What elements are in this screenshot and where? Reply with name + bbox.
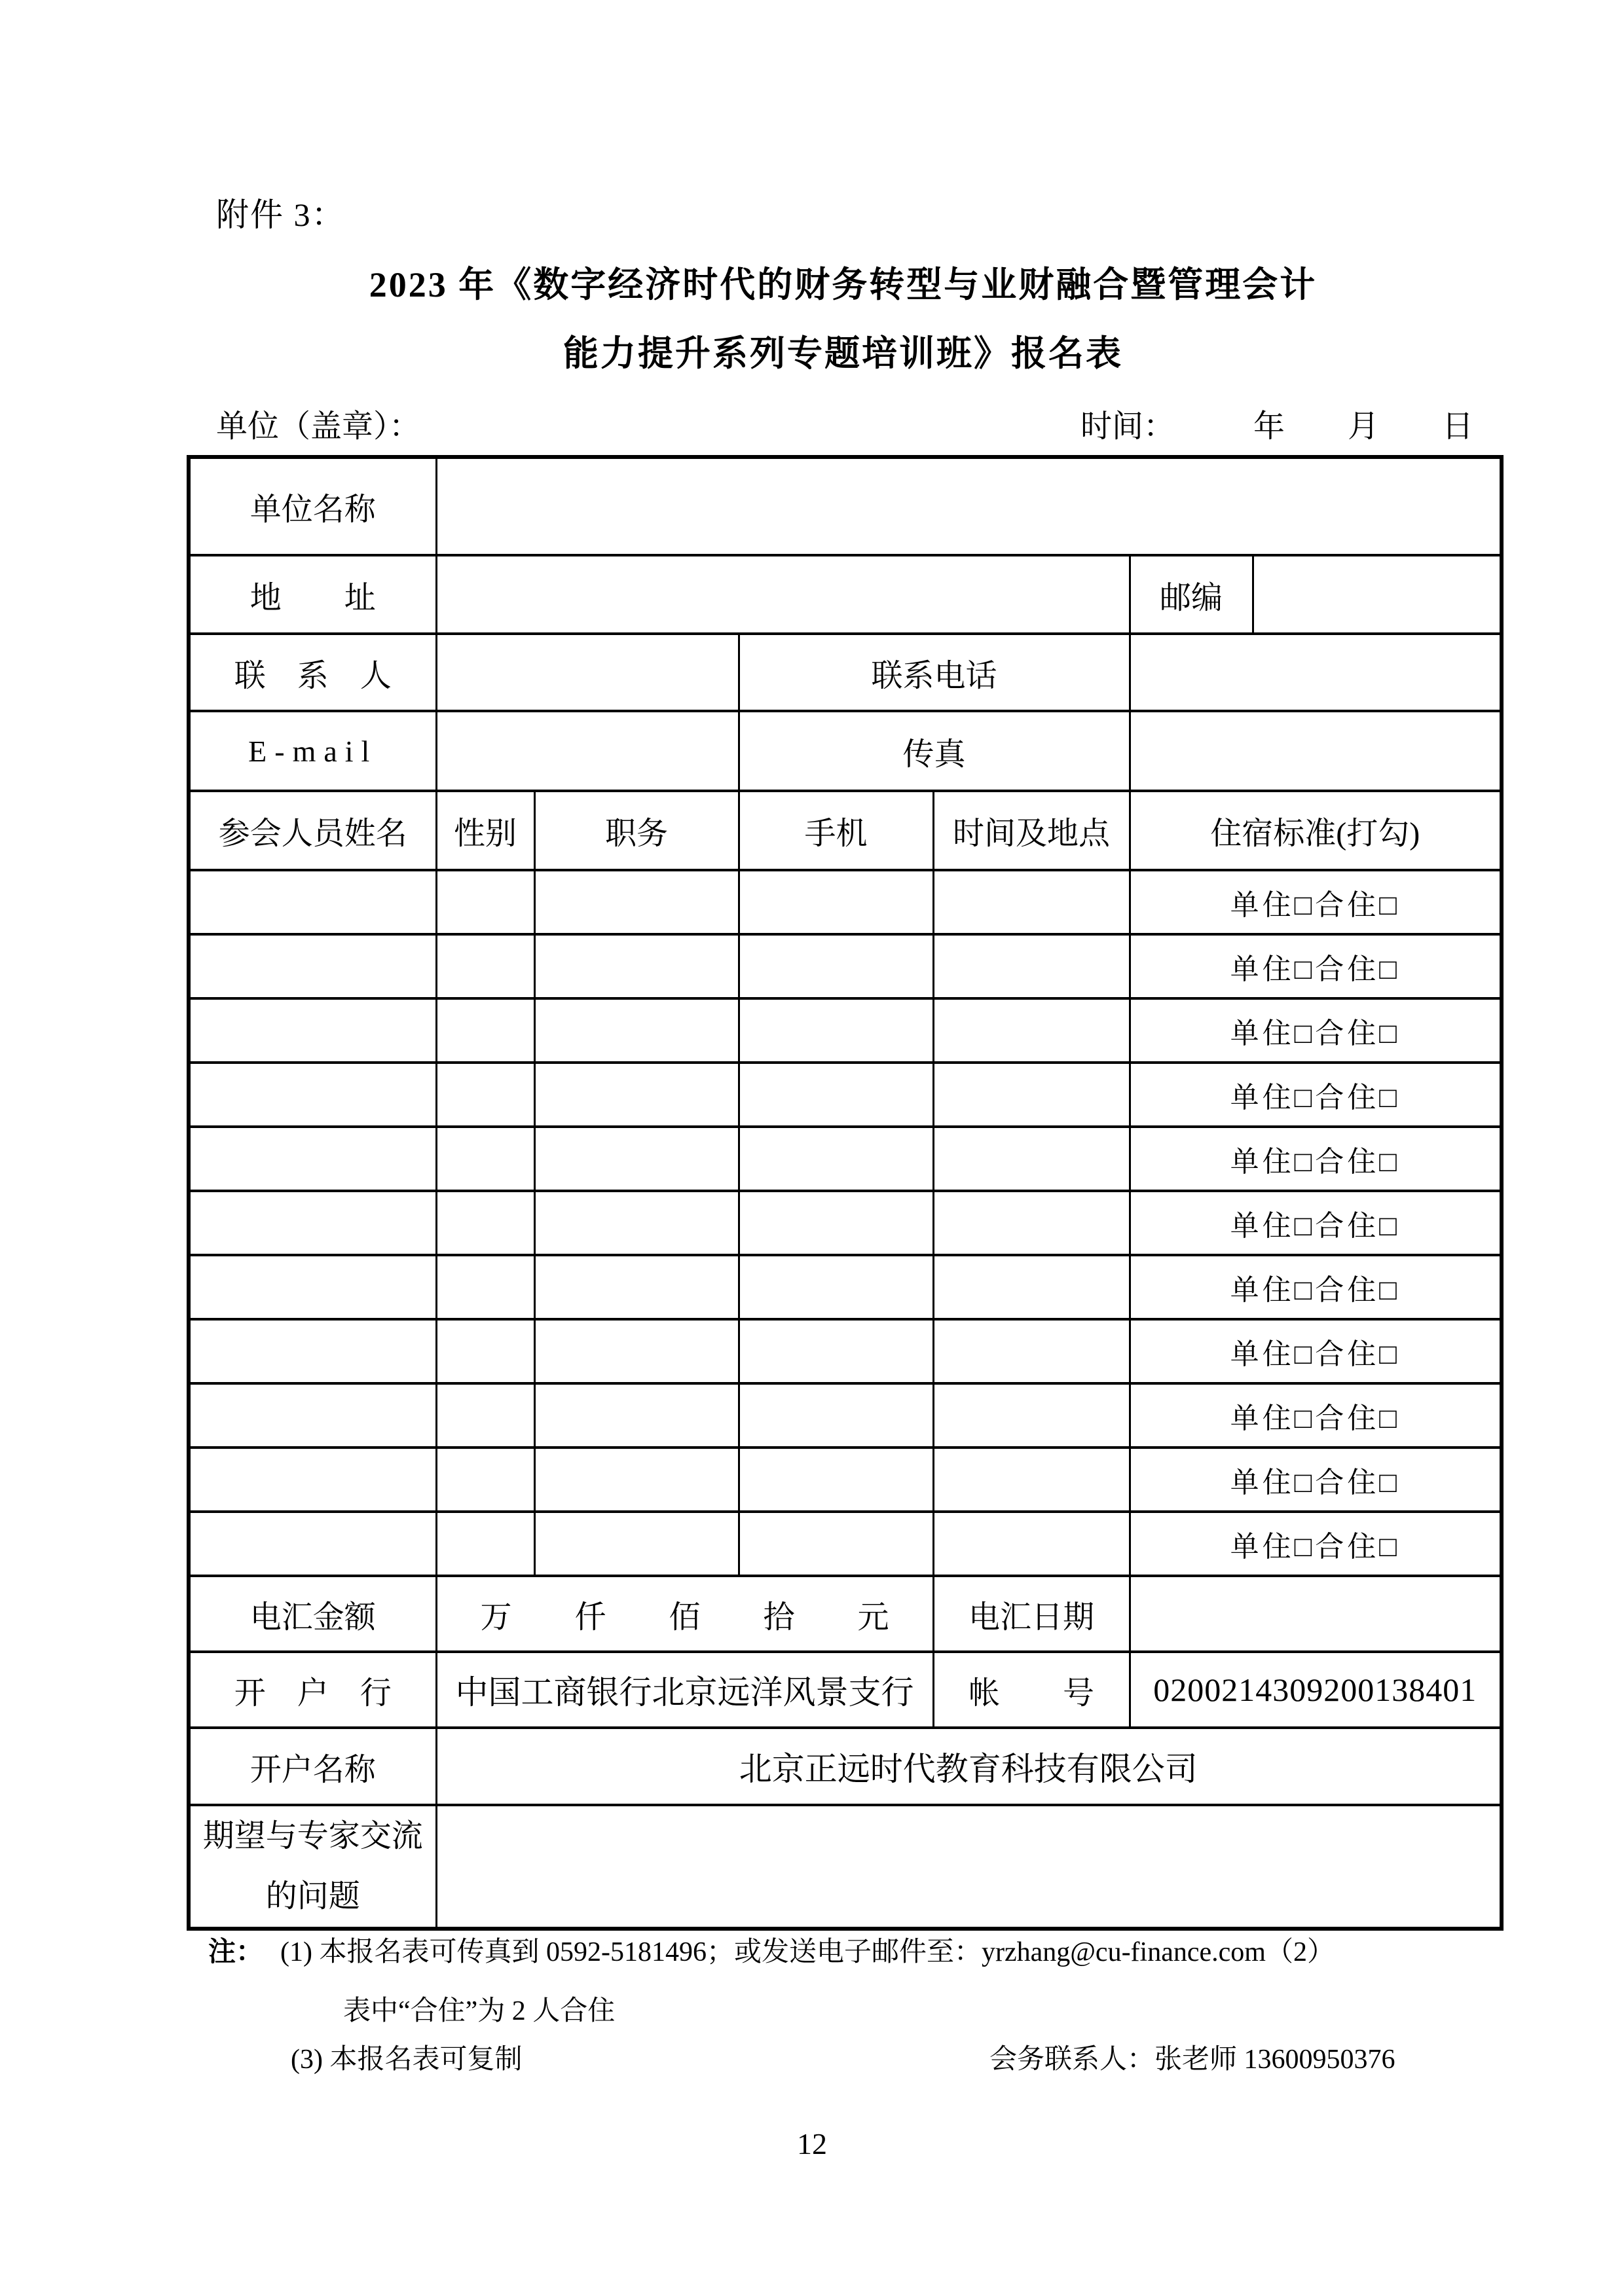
attendee-time-place-cell	[933, 1319, 1130, 1383]
account-name-row	[189, 1728, 1502, 1805]
date-line: 时间： 年 月 日	[1080, 409, 1473, 444]
table-bottom-section	[189, 1576, 1502, 1929]
attendee-row	[189, 1448, 1502, 1512]
table-row	[189, 555, 1502, 634]
attendee-name-cell	[189, 1512, 436, 1576]
lodging-option-cell: 单住□合住□	[1130, 1063, 1502, 1127]
attendee-name-cell	[189, 1383, 436, 1448]
attendee-row	[189, 1127, 1502, 1191]
conference-contact: 会务联系人：张老师 13600950376	[989, 2045, 1395, 2075]
attendee-time-place-cell	[933, 934, 1130, 998]
lodging-option-cell: 单住□合住□	[1130, 1383, 1502, 1448]
attendee-gender-cell	[436, 870, 534, 934]
attendee-gender-cell	[436, 1255, 534, 1319]
attendee-time-place-cell	[933, 1063, 1130, 1127]
attendee-duty-cell	[534, 1127, 739, 1191]
attendee-duty-cell	[534, 1255, 739, 1319]
attendee-duty-cell	[534, 1448, 739, 1512]
attendee-header-row	[189, 791, 1502, 870]
attendee-mobile-cell	[739, 998, 933, 1063]
attendee-name-cell	[189, 1448, 436, 1512]
fax-label: 传真	[739, 711, 1130, 791]
note-prefix: 注：	[208, 1937, 264, 1967]
note-item-1: (1) 本报名表可传真到 0592-5181496；或发送电子邮件至：yrzhang@cu-finance.com（2）	[280, 1937, 1335, 1967]
mobile-header: 手机	[739, 791, 933, 870]
attendee-mobile-cell	[739, 1448, 933, 1512]
attendee-duty-cell	[534, 870, 739, 934]
lodging-option-cell: 单住□合住□	[1130, 1255, 1502, 1319]
unit-seal-label: 单位（盖章）：	[216, 409, 421, 444]
attendee-mobile-cell	[739, 934, 933, 998]
account-number-cell: 0200214309200138401	[1130, 1652, 1502, 1728]
attendee-rows-section	[189, 870, 1502, 1576]
table-row	[189, 634, 1502, 711]
bank-label: 开 户 行	[189, 1652, 436, 1728]
fax-input-cell	[1130, 711, 1502, 791]
attendee-name-cell	[189, 1255, 436, 1319]
attendee-gender-cell	[436, 998, 534, 1063]
attendee-name-cell	[189, 1063, 436, 1127]
attendee-time-place-cell	[933, 1127, 1130, 1191]
attendee-gender-cell	[436, 1063, 534, 1127]
attendee-gender-cell	[436, 1512, 534, 1576]
attendee-duty-cell	[534, 1512, 739, 1576]
table-row	[189, 711, 1502, 791]
lodging-option-cell: 单住□合住□	[1130, 1191, 1502, 1255]
postcode-input-cell	[1253, 555, 1502, 634]
attendee-time-place-cell	[933, 1512, 1130, 1576]
form-title-line-2: 能力提升系列专题培训班》报名表	[563, 334, 1123, 373]
attendee-duty-cell	[534, 1191, 739, 1255]
attendee-name-cell	[189, 870, 436, 934]
lodging-header: 住宿标准(打勾)	[1130, 791, 1502, 870]
address-input-cell	[436, 555, 1130, 634]
subheader-line	[216, 401, 1473, 446]
bank-name-cell: 中国工商银行北京远洋风景支行	[436, 1652, 933, 1728]
lodging-option-cell: 单住□合住□	[1130, 1512, 1502, 1576]
registration-table	[187, 455, 1504, 1931]
postcode-label: 邮编	[1130, 555, 1253, 634]
page-number: 12	[797, 2127, 827, 2160]
expectation-input-cell	[436, 1805, 1502, 1929]
attendee-time-place-cell	[933, 998, 1130, 1063]
note-line-1	[208, 1930, 1335, 1969]
attendee-time-place-cell	[933, 1448, 1130, 1512]
attendee-mobile-cell	[739, 1255, 933, 1319]
address-label: 地 址	[189, 555, 436, 634]
attendee-duty-cell	[534, 1319, 739, 1383]
lodging-option-cell: 单住□合住□	[1130, 1127, 1502, 1191]
form-title	[187, 251, 1500, 388]
attendee-row	[189, 998, 1502, 1063]
attendee-gender-cell	[436, 1383, 534, 1448]
lodging-option-cell: 单住□合住□	[1130, 870, 1502, 934]
unit-name-input-cell	[436, 457, 1502, 555]
table-top-section	[189, 457, 1502, 870]
lodging-option-cell: 单住□合住□	[1130, 934, 1502, 998]
attendee-duty-cell	[534, 1063, 739, 1127]
remittance-date-input-cell	[1130, 1576, 1502, 1652]
attendee-row	[189, 1191, 1502, 1255]
time-place-header: 时间及地点	[933, 791, 1130, 870]
attendee-gender-cell	[436, 1127, 534, 1191]
attendee-gender-cell	[436, 1448, 534, 1512]
attendee-name-cell	[189, 1127, 436, 1191]
attendee-duty-cell	[534, 998, 739, 1063]
gender-header: 性别	[436, 791, 534, 870]
contact-name-input-cell	[436, 634, 739, 711]
attendee-time-place-cell	[933, 870, 1130, 934]
contact-phone-label: 联系电话	[739, 634, 1130, 711]
attendee-duty-cell	[534, 1383, 739, 1448]
attendee-gender-cell	[436, 1319, 534, 1383]
attendee-gender-cell	[436, 1191, 534, 1255]
table-row	[189, 457, 1502, 555]
unit-name-label: 单位名称	[189, 457, 436, 555]
remittance-row	[189, 1576, 1502, 1652]
attendee-row	[189, 870, 1502, 934]
expectation-row	[189, 1805, 1502, 1929]
remittance-units-cell: 万 仟 佰 拾 元	[436, 1576, 933, 1652]
expectation-label: 期望与专家交流的问题	[189, 1805, 436, 1929]
attendee-mobile-cell	[739, 1063, 933, 1127]
lodging-option-cell: 单住□合住□	[1130, 1319, 1502, 1383]
account-name-value-cell: 北京正远时代教育科技有限公司	[436, 1728, 1502, 1805]
contact-phone-input-cell	[1130, 634, 1502, 711]
email-input-cell	[436, 711, 739, 791]
attendee-row	[189, 1255, 1502, 1319]
bank-row	[189, 1652, 1502, 1728]
attendee-mobile-cell	[739, 870, 933, 934]
attendee-name-cell	[189, 998, 436, 1063]
attendee-row	[189, 1063, 1502, 1127]
attendee-row	[189, 934, 1502, 998]
attendee-mobile-cell	[739, 1319, 933, 1383]
attendee-time-place-cell	[933, 1191, 1130, 1255]
remittance-amount-label: 电汇金额	[189, 1576, 436, 1652]
lodging-option-cell: 单住□合住□	[1130, 998, 1502, 1063]
account-name-label: 开户名称	[189, 1728, 436, 1805]
attendee-time-place-cell	[933, 1383, 1130, 1448]
attendee-name-cell	[189, 1319, 436, 1383]
attendee-name-cell	[189, 934, 436, 998]
attendee-mobile-cell	[739, 1127, 933, 1191]
attendee-name-cell	[189, 1191, 436, 1255]
attendee-duty-cell	[534, 934, 739, 998]
account-label: 帐 号	[933, 1652, 1130, 1728]
attendee-row	[189, 1319, 1502, 1383]
attendee-name-header: 参会人员姓名	[189, 791, 436, 870]
attendee-mobile-cell	[739, 1512, 933, 1576]
lodging-option-cell: 单住□合住□	[1130, 1448, 1502, 1512]
attendee-row	[189, 1383, 1502, 1448]
form-title-line-1: 2023 年《数字经济时代的财务转型与业财融合暨管理会计	[369, 265, 1318, 304]
attendee-mobile-cell	[739, 1191, 933, 1255]
attendee-mobile-cell	[739, 1383, 933, 1448]
note-item-3: (3) 本报名表可复制	[291, 2045, 523, 2075]
attendee-gender-cell	[436, 934, 534, 998]
duty-header: 职务	[534, 791, 739, 870]
attendee-time-place-cell	[933, 1255, 1130, 1319]
attachment-label: 附件 3：	[216, 196, 346, 233]
email-label: E-mail	[189, 711, 436, 791]
remittance-date-label: 电汇日期	[933, 1576, 1130, 1652]
contact-name-label: 联 系 人	[189, 634, 436, 711]
note-item-2: 表中“合住”为 2 人合住	[343, 1996, 616, 2026]
attendee-row	[189, 1512, 1502, 1576]
